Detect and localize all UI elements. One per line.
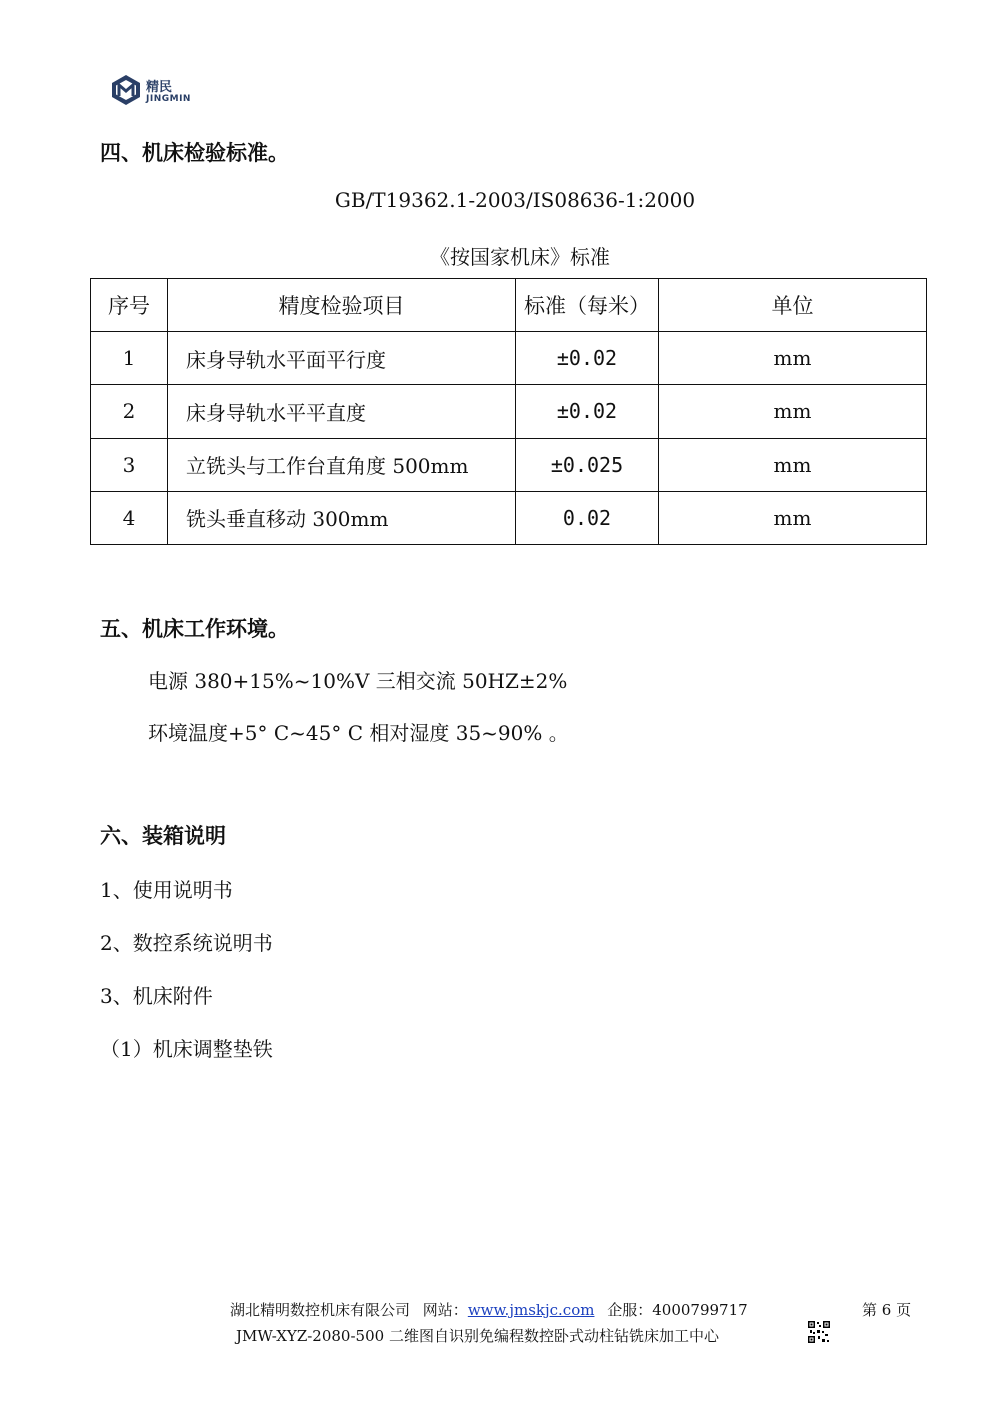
footer-site-label: 网站： xyxy=(422,1301,468,1319)
row-index: 4 xyxy=(91,491,168,544)
footer-company: 湖北精明数控机床有限公司 xyxy=(230,1301,411,1319)
standard-code: GB/T19362.1-2003/IS08636-1:2000 xyxy=(334,188,696,212)
section6-heading: 六、装箱说明 xyxy=(100,824,226,848)
row-unit: mm xyxy=(659,491,927,544)
row-standard: ±0.02 xyxy=(516,332,659,385)
section5-heading: 五、机床工作环境。 xyxy=(100,617,289,641)
section4-heading: 四、机床检验标准。 xyxy=(100,141,289,165)
row-item: 床身导轨水平面平行度 xyxy=(168,332,516,385)
table-row xyxy=(91,332,927,385)
row-item: 立铣头与工作台直角度 500mm xyxy=(168,438,516,491)
list-item: （1）机床调整垫铁 xyxy=(100,1037,273,1061)
row-index: 3 xyxy=(91,438,168,491)
footer-line xyxy=(230,1299,748,1320)
table-row xyxy=(91,438,927,491)
logo-en-text: JINGMIN xyxy=(146,94,191,104)
page-number: 第 6 页 xyxy=(862,1301,912,1319)
footer-model-line: JMW-XYZ-2080-500 二维图自识别免编程数控卧式动柱钻铣床加工中心 xyxy=(236,1327,719,1345)
row-unit: mm xyxy=(659,385,927,438)
table-header-row xyxy=(91,279,927,332)
inspection-table xyxy=(90,278,927,545)
row-index: 1 xyxy=(91,332,168,385)
list-item: 2、数控系统说明书 xyxy=(100,931,273,955)
table-row xyxy=(91,491,927,544)
list-item: 3、机床附件 xyxy=(100,984,213,1008)
row-unit: mm xyxy=(659,438,927,491)
header-unit: 单位 xyxy=(659,279,927,332)
environment-spec: 环境温度+5° C~45° C 相对湿度 35~90% 。 xyxy=(148,721,569,745)
row-standard: ±0.025 xyxy=(516,438,659,491)
power-spec: 电源 380+15%~10%V 三相交流 50HZ±2% xyxy=(148,669,568,693)
footer-service: 企服：4000799717 xyxy=(607,1301,748,1319)
standard-name: 《按国家机床》标准 xyxy=(430,245,610,269)
logo-cn-text: 精民 xyxy=(146,80,173,95)
row-item: 床身导轨水平平直度 xyxy=(168,385,516,438)
row-unit: mm xyxy=(659,332,927,385)
header-item: 精度检验项目 xyxy=(168,279,516,332)
company-logo xyxy=(110,74,230,114)
row-standard: ±0.02 xyxy=(516,385,659,438)
header-standard: 标准（每米） xyxy=(516,279,659,332)
jingmin-logo-icon xyxy=(110,74,142,106)
row-standard: 0.02 xyxy=(516,491,659,544)
row-item: 铣头垂直移动 300mm xyxy=(168,491,516,544)
table-row xyxy=(91,385,927,438)
header-index: 序号 xyxy=(91,279,168,332)
qr-code-icon xyxy=(807,1320,831,1344)
footer-site-link[interactable]: www.jmskjc.com xyxy=(467,1301,595,1319)
list-item: 1、使用说明书 xyxy=(100,878,233,902)
row-index: 2 xyxy=(91,385,168,438)
